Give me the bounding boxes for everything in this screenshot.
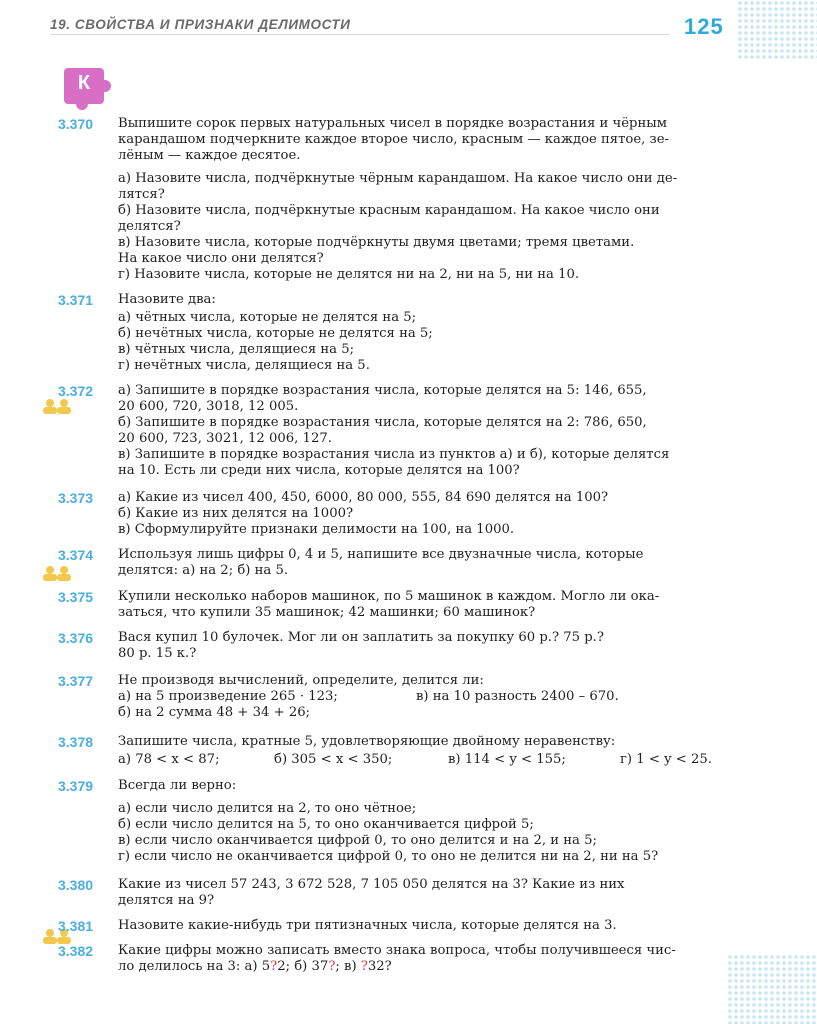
k-puzzle-badge <box>64 68 104 104</box>
text-line: 20 600, 720, 3018, 12 005. <box>118 399 299 414</box>
text-line: делятся на 9? <box>118 893 215 908</box>
text-line: б) Назовите числа, подчёркнутые красным карандашом. На какое число они <box>118 203 660 218</box>
problem-text <box>118 383 730 479</box>
text-fragment: 32? <box>367 959 392 974</box>
question-mark: ? <box>270 959 278 974</box>
text-line: делятся? <box>118 219 181 234</box>
badge-label: К <box>77 72 91 94</box>
text-line: 20 600, 723, 3021, 12 006, 127. <box>118 431 332 446</box>
part-a: а) 78 < x < 87; <box>118 752 220 767</box>
problem-text <box>118 589 730 621</box>
problem-number: 3.371 <box>58 292 94 308</box>
text-line: Купили несколько наборов машинок, по 5 машинок в каждом. Могло ли ока- <box>118 589 660 604</box>
part-v: в) на 10 разность 2400 – 670. <box>416 689 619 704</box>
text-line <box>118 689 730 705</box>
part-b: б) 305 < x < 350; <box>274 752 393 767</box>
problem-text <box>118 490 730 538</box>
text-line: в) чётных числа, делящиеся на 5; <box>118 342 355 357</box>
text-line: б) Какие из них делятся на 1000? <box>118 506 354 521</box>
text-line: Используя лишь цифры 0, 4 и 5, напишите все двузначные числа, которые <box>118 547 644 562</box>
text-line: г) нечётных числа, делящиеся на 5. <box>118 358 370 373</box>
text-line: 80 р. 15 к.? <box>118 646 197 661</box>
text-fragment: ; в) <box>335 959 361 974</box>
text-fragment: 2; б) 37 <box>277 959 329 974</box>
text-line: а) Запишите в порядке возрастания числа, которые делятся на 5: 146, 655, <box>118 383 647 398</box>
text-line: б) Запишите в порядке возрастания числа, которые делятся на 2: 786, 650, <box>118 415 647 430</box>
problem-number: 3.381 <box>58 918 94 934</box>
text-line: На какое число они делятся? <box>118 251 324 266</box>
problem-number: 3.379 <box>58 778 94 794</box>
text-line: Назовите два: <box>118 292 216 307</box>
text-line: Какие из чисел 57 243, 3 672 528, 7 105 050 делятся на 3? Какие из них <box>118 877 625 892</box>
problem-number: 3.377 <box>58 673 94 689</box>
text-line: Запишите числа, кратные 5, удовлетворяющие двойному неравенству: <box>118 734 616 749</box>
part-v: в) 114 < y < 155; <box>448 752 566 767</box>
text-line: в) Сформулируйте признаки делимости на 100, на 1000. <box>118 522 515 537</box>
text-line: в) Назовите числа, которые подчёркнуты двумя цветами; тремя цветами. <box>118 235 635 250</box>
text-line: на 10. Есть ли среди них числа, которые делятся на 100? <box>118 463 520 478</box>
text-line: в) Запишите в порядке возрастания числа из пунктов а) и б), которые делятся <box>118 447 670 462</box>
problem-number: 3.374 <box>58 547 94 563</box>
part-g: г) 1 < y < 25. <box>620 752 712 767</box>
problem-number: 3.373 <box>58 490 94 506</box>
text-line <box>118 752 730 768</box>
problem-number: 3.378 <box>58 734 94 750</box>
text-line: б) на 2 сумма 48 + 34 + 26; <box>118 705 311 720</box>
problem-text <box>118 116 730 283</box>
text-line: Всегда ли верно: <box>118 778 237 793</box>
decor-dots-bottom <box>727 954 817 1024</box>
problem-number: 3.376 <box>58 630 94 646</box>
page-number: 125 <box>684 14 724 39</box>
text-line: делятся: а) на 2; б) на 5. <box>118 563 289 578</box>
problem-text <box>118 630 730 662</box>
text-fragment: ло делилось на 3: а) 5 <box>118 959 271 974</box>
text-line: карандашом подчеркните каждое второе число, красным — каждое пятое, зе- <box>118 132 670 147</box>
problem-number: 3.372 <box>58 383 94 399</box>
problem-text <box>118 673 730 721</box>
text-line: б) если число делится на 5, то оно оканчивается цифрой 5; <box>118 817 534 832</box>
text-line <box>118 959 730 975</box>
text-line: а) если число делится на 2, то оно чётное; <box>118 801 417 816</box>
problem-number: 3.375 <box>58 589 94 605</box>
problem-text <box>118 734 730 768</box>
text-line: заться, что купили 35 машинок; 42 машинки; 60 машинок? <box>118 605 536 620</box>
question-mark: ? <box>360 959 368 974</box>
text-line: лятся? <box>118 187 165 202</box>
text-line: Какие цифры можно записать вместо знака вопроса, чтобы получившееся чис- <box>118 943 676 958</box>
text-line: а) Какие из чисел 400, 450, 6000, 80 000, 555, 84 690 делятся на 100? <box>118 490 609 505</box>
problem-number: 3.382 <box>58 943 94 959</box>
problem-text <box>118 292 730 374</box>
text-line: г) если число не оканчивается цифрой 0, то оно не делится ни на 2, ни на 5? <box>118 849 659 864</box>
text-line: Вася купил 10 булочек. Мог ли он заплатить за покупку 60 р.? 75 р.? <box>118 630 604 645</box>
problem-number: 3.370 <box>58 116 94 132</box>
problem-text <box>118 943 730 975</box>
header-divider <box>50 34 670 35</box>
part-a: а) на 5 произведение 265 · 123; <box>118 689 338 704</box>
text-line: лёным — каждое десятое. <box>118 148 301 163</box>
decor-dots-top <box>737 0 817 60</box>
text-line: а) Назовите числа, подчёркнутые чёрным карандашом. На какое число они де- <box>118 171 678 186</box>
text-line: Назовите какие-нибудь три пятизначных числа, которые делятся на 3. <box>118 918 617 933</box>
pair-work-icon <box>40 398 76 414</box>
question-mark: ? <box>328 959 336 974</box>
text-line: б) нечётных числа, которые не делятся на 5; <box>118 326 433 341</box>
problem-text <box>118 547 730 579</box>
pair-work-icon <box>40 565 76 581</box>
text-line: Выпишите сорок первых натуральных чисел в порядке возрастания и чёрным <box>118 116 668 131</box>
problem-text <box>118 877 730 909</box>
text-line: в) если число оканчивается цифрой 0, то оно делится и на 2, и на 5; <box>118 833 597 848</box>
text-line: г) Назовите числа, которые не делятся ни на 2, ни на 5, ни на 10. <box>118 267 580 282</box>
problem-text <box>118 918 730 934</box>
text-line: Не производя вычислений, определите, делится ли: <box>118 673 484 688</box>
chapter-title: 19. СВОЙСТВА И ПРИЗНАКИ ДЕЛИМОСТИ <box>50 17 351 32</box>
text-line: а) чётных числа, которые не делятся на 5; <box>118 310 417 325</box>
problem-text <box>118 778 730 865</box>
problem-number: 3.380 <box>58 877 94 893</box>
